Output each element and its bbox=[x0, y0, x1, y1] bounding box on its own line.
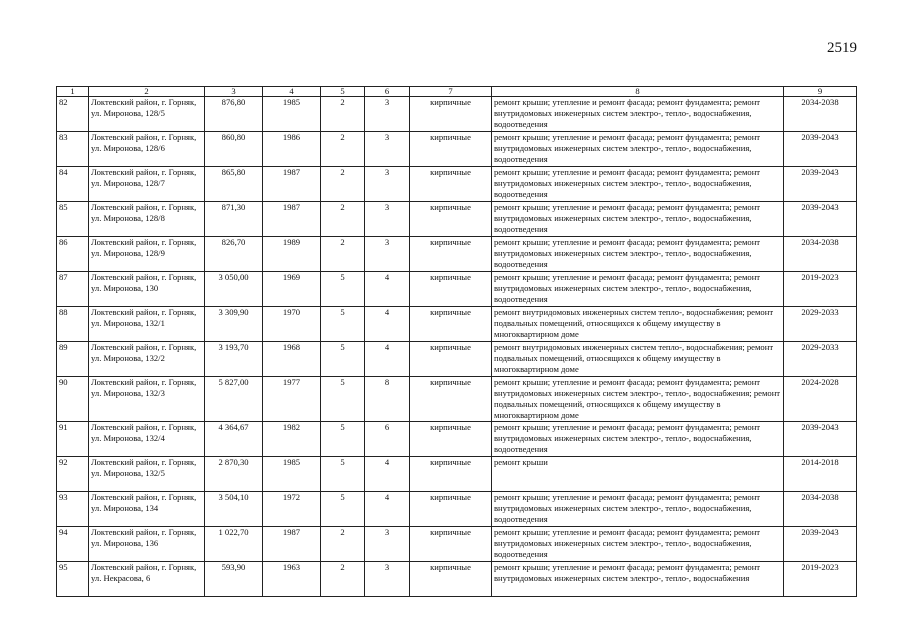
column-header: 9 bbox=[784, 87, 857, 97]
area-cell: 3 504,10 bbox=[205, 492, 263, 527]
address-cell: Локтевский район, г. Горняк, ул. Миронова, 132/2 bbox=[89, 342, 205, 377]
area-cell: 2 870,30 bbox=[205, 457, 263, 492]
entrances-cell: 4 bbox=[365, 492, 410, 527]
address-cell: Локтевский район, г. Горняк, ул. Миронова, 132/1 bbox=[89, 307, 205, 342]
works-cell: ремонт крыши; утепление и ремонт фасада; ремонт фундамента; ремонт внутридомовых инженерных систем электро-, тепло-, водоснабжения, водоотведения bbox=[492, 167, 784, 202]
year-cell: 1977 bbox=[263, 377, 321, 422]
material-cell: кирпичные bbox=[410, 132, 492, 167]
period-cell: 2039-2043 bbox=[784, 527, 857, 562]
material-cell: кирпичные bbox=[410, 202, 492, 237]
area-cell: 3 193,70 bbox=[205, 342, 263, 377]
year-cell: 1987 bbox=[263, 202, 321, 237]
address-cell: Локтевский район, г. Горняк, ул. Миронова, 132/5 bbox=[89, 457, 205, 492]
year-cell: 1985 bbox=[263, 97, 321, 132]
material-cell: кирпичные bbox=[410, 492, 492, 527]
column-header: 8 bbox=[492, 87, 784, 97]
period-cell: 2029-2033 bbox=[784, 307, 857, 342]
period-cell: 2014-2018 bbox=[784, 457, 857, 492]
entrances-cell: 3 bbox=[365, 237, 410, 272]
floors-cell: 2 bbox=[321, 167, 365, 202]
floors-cell: 2 bbox=[321, 527, 365, 562]
period-cell: 2019-2023 bbox=[784, 272, 857, 307]
area-cell: 593,90 bbox=[205, 562, 263, 597]
material-cell: кирпичные bbox=[410, 377, 492, 422]
address-cell: Локтевский район, г. Горняк, ул. Миронова, 132/4 bbox=[89, 422, 205, 457]
area-cell: 3 309,90 bbox=[205, 307, 263, 342]
column-header: 5 bbox=[321, 87, 365, 97]
housing-table bbox=[56, 86, 857, 597]
material-cell: кирпичные bbox=[410, 307, 492, 342]
entrances-cell: 3 bbox=[365, 167, 410, 202]
table-row bbox=[57, 422, 857, 457]
period-cell: 2034-2038 bbox=[784, 97, 857, 132]
floors-cell: 5 bbox=[321, 342, 365, 377]
table-row bbox=[57, 97, 857, 132]
area-cell: 5 827,00 bbox=[205, 377, 263, 422]
page-number: 2519 bbox=[827, 40, 857, 56]
floors-cell: 5 bbox=[321, 272, 365, 307]
period-cell: 2034-2038 bbox=[784, 237, 857, 272]
area-cell: 3 050,00 bbox=[205, 272, 263, 307]
year-cell: 1985 bbox=[263, 457, 321, 492]
year-cell: 1989 bbox=[263, 237, 321, 272]
period-cell: 2039-2043 bbox=[784, 422, 857, 457]
year-cell: 1982 bbox=[263, 422, 321, 457]
period-cell: 2024-2028 bbox=[784, 377, 857, 422]
floors-cell: 5 bbox=[321, 377, 365, 422]
entrances-cell: 4 bbox=[365, 272, 410, 307]
entrances-cell: 3 bbox=[365, 202, 410, 237]
works-cell: ремонт крыши; утепление и ремонт фасада; ремонт фундамента; ремонт внутридомовых инженерных систем электро-, тепло-, водоснабжения; ремонт подвальных помещений, относящихся к общему имуществу в многоквартирном доме bbox=[492, 377, 784, 422]
works-cell: ремонт крыши bbox=[492, 457, 784, 492]
year-cell: 1968 bbox=[263, 342, 321, 377]
entrances-cell: 3 bbox=[365, 97, 410, 132]
area-cell: 871,30 bbox=[205, 202, 263, 237]
works-cell: ремонт крыши; утепление и ремонт фасада; ремонт фундамента; ремонт внутридомовых инженерных систем электро-, тепло-, водоснабжения, водоотведения bbox=[492, 132, 784, 167]
column-header: 6 bbox=[365, 87, 410, 97]
period-cell: 2019-2023 bbox=[784, 562, 857, 597]
period-cell: 2039-2043 bbox=[784, 167, 857, 202]
address-cell: Локтевский район, г. Горняк, ул. Миронова, 130 bbox=[89, 272, 205, 307]
year-cell: 1969 bbox=[263, 272, 321, 307]
material-cell: кирпичные bbox=[410, 97, 492, 132]
table-row bbox=[57, 132, 857, 167]
works-cell: ремонт крыши; утепление и ремонт фасада; ремонт фундамента; ремонт внутридомовых инженерных систем электро-, тепло-, водоснабжения, водоотведения bbox=[492, 527, 784, 562]
material-cell: кирпичные bbox=[410, 457, 492, 492]
entrances-cell: 3 bbox=[365, 132, 410, 167]
floors-cell: 5 bbox=[321, 307, 365, 342]
period-cell: 2039-2043 bbox=[784, 132, 857, 167]
works-cell: ремонт крыши; утепление и ремонт фасада; ремонт фундамента; ремонт внутридомовых инженерных систем электро-, тепло-, водоснабжения bbox=[492, 562, 784, 597]
address-cell: Локтевский район, г. Горняк, ул. Миронова, 128/5 bbox=[89, 97, 205, 132]
works-cell: ремонт крыши; утепление и ремонт фасада; ремонт фундамента; ремонт внутридомовых инженерных систем электро-, тепло-, водоснабжения, водоотведения bbox=[492, 492, 784, 527]
floors-cell: 5 bbox=[321, 422, 365, 457]
table-row bbox=[57, 457, 857, 492]
floors-cell: 2 bbox=[321, 97, 365, 132]
year-cell: 1963 bbox=[263, 562, 321, 597]
year-cell: 1970 bbox=[263, 307, 321, 342]
table-row bbox=[57, 237, 857, 272]
row-number: 90 bbox=[57, 377, 89, 422]
floors-cell: 2 bbox=[321, 237, 365, 272]
period-cell: 2034-2038 bbox=[784, 492, 857, 527]
works-cell: ремонт крыши; утепление и ремонт фасада; ремонт фундамента; ремонт внутридомовых инженерных систем электро-, тепло-, водоснабжения, водоотведения bbox=[492, 272, 784, 307]
works-cell: ремонт крыши; утепление и ремонт фасада; ремонт фундамента; ремонт внутридомовых инженерных систем электро-, тепло-, водоснабжения, водоотведения bbox=[492, 97, 784, 132]
table-row bbox=[57, 562, 857, 597]
address-cell: Локтевский район, г. Горняк, ул. Миронова, 128/6 bbox=[89, 132, 205, 167]
area-cell: 865,80 bbox=[205, 167, 263, 202]
column-header: 4 bbox=[263, 87, 321, 97]
material-cell: кирпичные bbox=[410, 562, 492, 597]
header-row bbox=[57, 87, 857, 97]
area-cell: 1 022,70 bbox=[205, 527, 263, 562]
row-number: 89 bbox=[57, 342, 89, 377]
column-header: 1 bbox=[57, 87, 89, 97]
table-row bbox=[57, 307, 857, 342]
entrances-cell: 4 bbox=[365, 457, 410, 492]
works-cell: ремонт крыши; утепление и ремонт фасада; ремонт фундамента; ремонт внутридомовых инженерных систем электро-, тепло-, водоснабжения, водоотведения bbox=[492, 237, 784, 272]
row-number: 93 bbox=[57, 492, 89, 527]
works-cell: ремонт внутридомовых инженерных систем тепло-, водоснабжения; ремонт подвальных помещений, относящихся к общему имуществу в многоквартирном доме bbox=[492, 342, 784, 377]
period-cell: 2039-2043 bbox=[784, 202, 857, 237]
address-cell: Локтевский район, г. Горняк, ул. Некрасова, 6 bbox=[89, 562, 205, 597]
row-number: 82 bbox=[57, 97, 89, 132]
entrances-cell: 3 bbox=[365, 527, 410, 562]
column-header: 2 bbox=[89, 87, 205, 97]
row-number: 95 bbox=[57, 562, 89, 597]
entrances-cell: 3 bbox=[365, 562, 410, 597]
row-number: 86 bbox=[57, 237, 89, 272]
row-number: 87 bbox=[57, 272, 89, 307]
table-row bbox=[57, 272, 857, 307]
table-row bbox=[57, 167, 857, 202]
area-cell: 826,70 bbox=[205, 237, 263, 272]
year-cell: 1987 bbox=[263, 167, 321, 202]
address-cell: Локтевский район, г. Горняк, ул. Миронова, 136 bbox=[89, 527, 205, 562]
table-row bbox=[57, 377, 857, 422]
address-cell: Локтевский район, г. Горняк, ул. Миронова, 128/8 bbox=[89, 202, 205, 237]
row-number: 91 bbox=[57, 422, 89, 457]
year-cell: 1972 bbox=[263, 492, 321, 527]
works-cell: ремонт внутридомовых инженерных систем тепло-, водоснабжения; ремонт подвальных помещений, относящихся к общему имуществу в многоквартирном доме bbox=[492, 307, 784, 342]
floors-cell: 2 bbox=[321, 202, 365, 237]
year-cell: 1987 bbox=[263, 527, 321, 562]
entrances-cell: 4 bbox=[365, 342, 410, 377]
area-cell: 876,80 bbox=[205, 97, 263, 132]
works-cell: ремонт крыши; утепление и ремонт фасада; ремонт фундамента; ремонт внутридомовых инженерных систем электро-, тепло-, водоснабжения, водоотведения bbox=[492, 202, 784, 237]
area-cell: 860,80 bbox=[205, 132, 263, 167]
entrances-cell: 6 bbox=[365, 422, 410, 457]
row-number: 88 bbox=[57, 307, 89, 342]
floors-cell: 5 bbox=[321, 457, 365, 492]
table-row bbox=[57, 202, 857, 237]
period-cell: 2029-2033 bbox=[784, 342, 857, 377]
row-number: 92 bbox=[57, 457, 89, 492]
works-cell: ремонт крыши; утепление и ремонт фасада; ремонт фундамента; ремонт внутридомовых инженерных систем электро-, тепло-, водоснабжения, водоотведения bbox=[492, 422, 784, 457]
column-header: 7 bbox=[410, 87, 492, 97]
column-header: 3 bbox=[205, 87, 263, 97]
material-cell: кирпичные bbox=[410, 167, 492, 202]
address-cell: Локтевский район, г. Горняк, ул. Миронова, 128/9 bbox=[89, 237, 205, 272]
floors-cell: 5 bbox=[321, 492, 365, 527]
entrances-cell: 8 bbox=[365, 377, 410, 422]
year-cell: 1986 bbox=[263, 132, 321, 167]
material-cell: кирпичные bbox=[410, 342, 492, 377]
material-cell: кирпичные bbox=[410, 527, 492, 562]
table-row bbox=[57, 492, 857, 527]
address-cell: Локтевский район, г. Горняк, ул. Миронова, 134 bbox=[89, 492, 205, 527]
row-number: 85 bbox=[57, 202, 89, 237]
entrances-cell: 4 bbox=[365, 307, 410, 342]
floors-cell: 2 bbox=[321, 562, 365, 597]
material-cell: кирпичные bbox=[410, 237, 492, 272]
table-row bbox=[57, 342, 857, 377]
address-cell: Локтевский район, г. Горняк, ул. Миронова, 132/3 bbox=[89, 377, 205, 422]
row-number: 83 bbox=[57, 132, 89, 167]
row-number: 94 bbox=[57, 527, 89, 562]
row-number: 84 bbox=[57, 167, 89, 202]
area-cell: 4 364,67 bbox=[205, 422, 263, 457]
material-cell: кирпичные bbox=[410, 272, 492, 307]
material-cell: кирпичные bbox=[410, 422, 492, 457]
table-row bbox=[57, 527, 857, 562]
address-cell: Локтевский район, г. Горняк, ул. Миронова, 128/7 bbox=[89, 167, 205, 202]
floors-cell: 2 bbox=[321, 132, 365, 167]
